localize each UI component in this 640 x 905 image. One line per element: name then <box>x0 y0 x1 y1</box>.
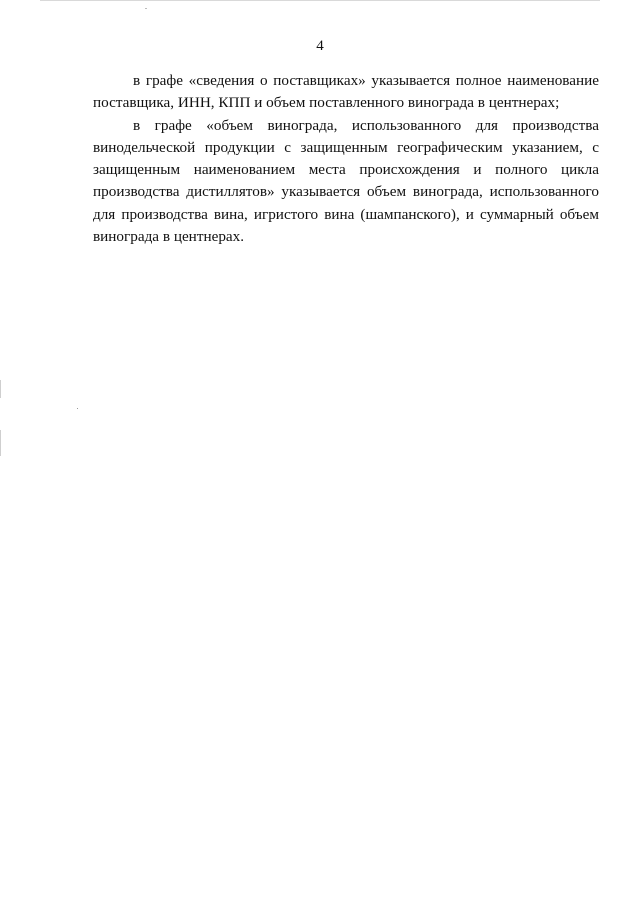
scan-edge-mark <box>0 430 1 456</box>
text-line: винодельческой продукции с защищенным географическим указанием, с <box>93 138 599 156</box>
paragraph-supplier-info <box>93 70 599 115</box>
document-body <box>93 70 599 248</box>
text-line: в графе «объем винограда, использованного для производства <box>133 116 599 134</box>
text-line: винограда в центнерах. <box>93 228 245 246</box>
scan-speck <box>145 8 147 9</box>
scan-speck <box>77 408 78 409</box>
scan-edge-mark <box>0 380 1 398</box>
text-line: защищенным наименованием места происхождения и полного цикла <box>93 161 599 179</box>
text-line: для производства вина, игристого вина (шампанского), и суммарный объем <box>93 205 599 223</box>
text-line: в графе «сведения о поставщиках» указывается полное наименование <box>133 72 599 89</box>
paragraph-grape-volume <box>93 115 599 249</box>
page-number: 4 <box>316 38 324 54</box>
scan-edge-top <box>40 0 600 1</box>
text-line: производства дистиллятов» указывается объем винограда, использованного <box>93 183 599 201</box>
text-line: поставщика, ИНН, КПП и объем поставленного винограда в центнерах; <box>93 94 560 112</box>
